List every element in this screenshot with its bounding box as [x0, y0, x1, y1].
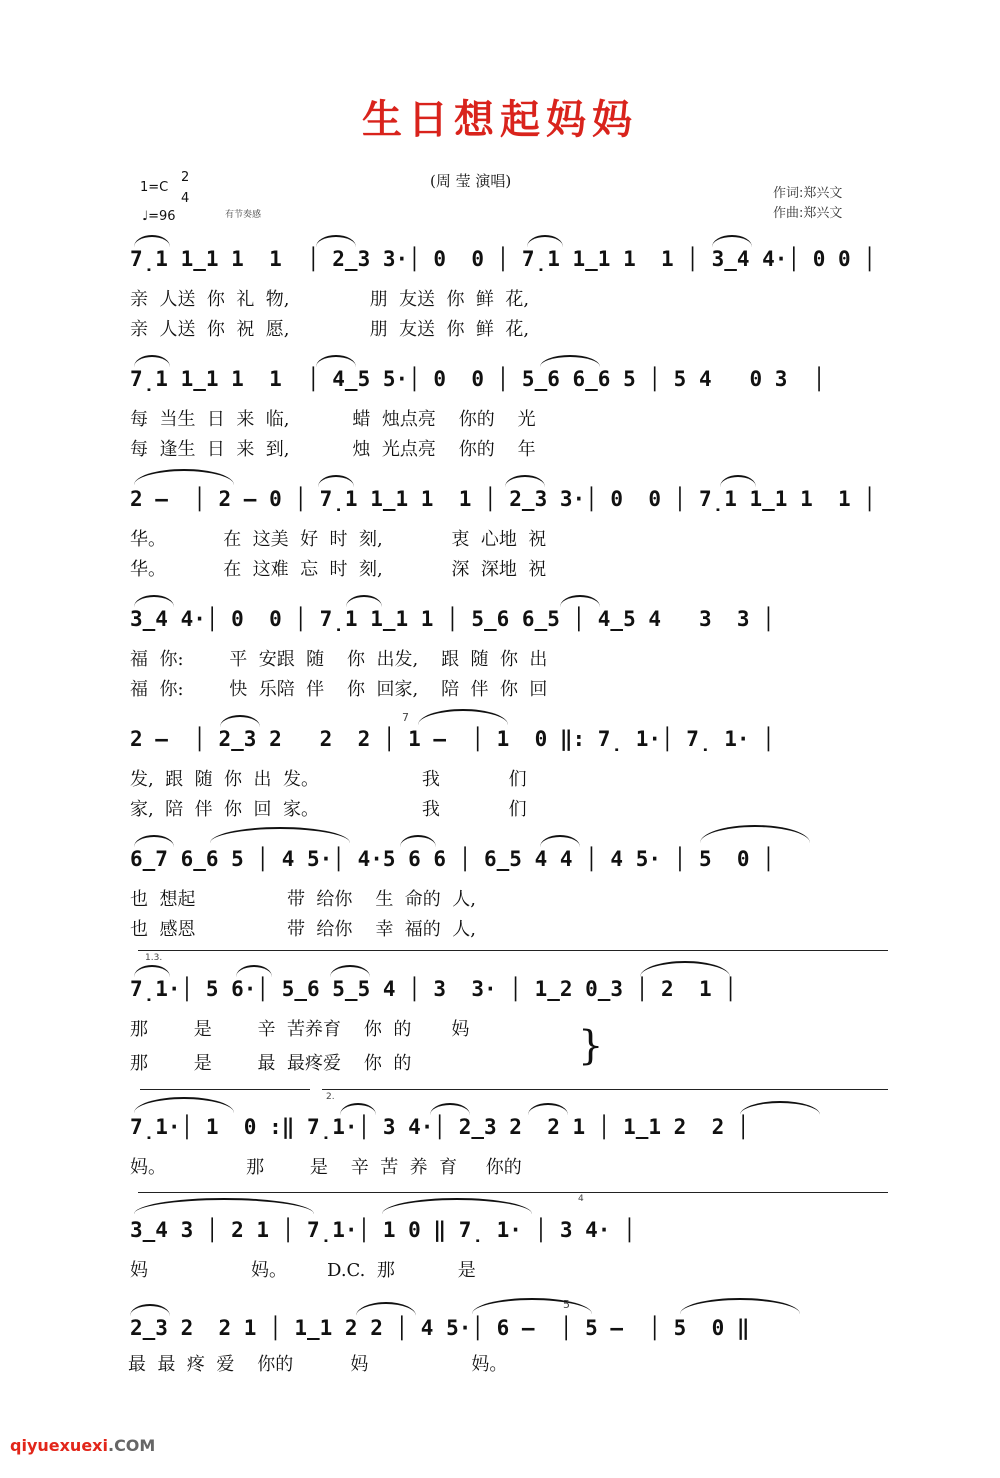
volta-bracket	[138, 950, 888, 951]
volta-label: 1.3.	[145, 953, 163, 963]
lyric-verse-2: 福 你: 快 乐陪 伴 你 回家, 陪 伴 你 回	[130, 679, 548, 700]
score-row-6	[0, 847, 1000, 967]
lyric-verse-1: 最 最 疼 爱 你的 妈 妈。	[128, 1354, 508, 1375]
grace-note: 7	[402, 711, 409, 724]
notation-line: 7̣1 1̲1 1 1 │ 4̲5 5·│ 0 0 │ 5̲6 6̲6 5 │ 5 4 0 3 │	[130, 367, 826, 391]
score-row-2	[0, 367, 1000, 487]
expression-marking: 有节奏感	[225, 210, 262, 220]
slur	[712, 235, 752, 247]
score-row-5	[0, 711, 1000, 847]
lyric-verse-1: 福 你: 平 安跟 随 你 出发, 跟 随 你 出	[130, 649, 548, 670]
lyric-verse-1: 亲 人送 你 礼 物, 朋 友送 你 鲜 花,	[130, 289, 530, 310]
notation-line: 2 – │ 2̲3 2 2 2 │ 1 – │ 1 0 ‖: 7̣ 1·│ 7̣ 1· │	[130, 727, 775, 751]
lyric-verse-1: 妈。 那 是 辛 苦 养 育 你的	[130, 1157, 522, 1178]
slur	[740, 1101, 820, 1115]
lyric-verse-2: 也 感恩 带 给你 幸 福的 人,	[130, 919, 476, 940]
lyric-verse-2: 亲 人送 你 祝 愿, 朋 友送 你 鲜 花,	[130, 319, 530, 340]
notation-line: 7̣1·│ 5 6·│ 5̲6 5̲5 4 │ 3 3· │ 1̲2 0̲3 │ 2 1 │	[130, 977, 737, 1001]
lyric-verse-1: 妈 妈。 D.C. 那 是	[130, 1260, 476, 1281]
tie	[134, 1097, 234, 1113]
lyric-verse-2: 华。 在 这难 忘 时 刻, 深 深地 祝	[130, 559, 547, 580]
lyricist-credit: 作词:郑兴文	[773, 186, 843, 201]
grace-note: 5	[563, 1298, 570, 1311]
score-row-3	[0, 487, 1000, 607]
score-row-10	[0, 1298, 1000, 1436]
notation-line: 2 – │ 2 – 0 │ 7̣1 1̲1 1 1 │ 2̲3 3·│ 0 0 │ 7̣1 1̲1 1 1 │	[130, 487, 876, 511]
score-row-8	[0, 1115, 1000, 1235]
watermark-tld: .COM	[107, 1436, 156, 1455]
song-title: 生日想起妈妈	[362, 96, 638, 143]
time-signature-top: 2	[181, 170, 190, 185]
lyric-brace: }	[578, 1023, 604, 1069]
notation-line: 7̣1·│ 1 0 :‖ 7̣1·│ 3 4·│ 2̲3 2 2 1 │ 1̲1 2 2 │	[130, 1115, 750, 1139]
volta-bracket	[138, 1192, 888, 1193]
tempo-marking: ♩=96	[142, 209, 176, 224]
lyric-verse-2: 每 逢生 日 来 到, 烛 光点亮 你的 年	[130, 439, 536, 460]
notation-line: 3̲4 3 │ 2 1 │ 7̣1·│ 1 0 ‖ 7̣ 1· │ 3 4· │	[130, 1218, 636, 1242]
volta-label: 2.	[326, 1092, 335, 1102]
composer-credit: 作曲:郑兴文	[773, 206, 843, 221]
slur	[430, 1103, 470, 1115]
volta-bracket	[140, 1089, 310, 1090]
lyric-verse-1: 华。 在 这美 好 时 刻, 衷 心地 祝	[130, 529, 547, 550]
lyric-verse-2: 家, 陪 伴 你 回 家。 我 们	[130, 799, 527, 820]
singer-credit: (周 莹 演唱)	[430, 172, 512, 190]
slur	[134, 235, 170, 247]
key-signature: 1=C	[140, 180, 169, 195]
notation-line: 6̲7 6̲6 5 │ 4 5·│ 4·5 6 6 │ 6̲5 4 4 │ 4 5· │ 5 0 │	[130, 847, 775, 871]
lyric-verse-2: 那 是 最 最疼爱 你 的	[130, 1053, 412, 1074]
notation-line: 3̲4 4·│ 0 0 │ 7̣1 1̲1 1 │ 5̲6 6̲5 │ 4̲5 4 3 3 │	[130, 607, 775, 631]
volta-label: 4	[578, 1194, 584, 1204]
slur	[528, 1103, 568, 1115]
volta-bracket	[322, 1089, 888, 1090]
lyric-verse-1: 每 当生 日 来 临, 蜡 烛点亮 你的 光	[130, 409, 536, 430]
score-row-1	[0, 247, 1000, 367]
slur	[316, 235, 356, 247]
slur	[340, 1103, 376, 1115]
notation-line: 2̲3 2 2 1 │ 1̲1 2 2 │ 4 5·│ 6 – │ 5 – │ 5 0 ‖	[130, 1316, 750, 1340]
score-row-4	[0, 607, 1000, 727]
lyric-verse-1: 那 是 辛 苦养育 你 的 妈	[130, 1019, 470, 1040]
watermark-site: qiyuexuexi	[10, 1436, 108, 1455]
lyric-verse-1: 也 想起 带 给你 生 命的 人,	[130, 889, 476, 910]
lyric-verse-1: 发, 跟 随 你 出 发。 我 们	[130, 769, 527, 790]
notation-line: 7̣1 1̲1 1 1 │ 2̲3 3·│ 0 0 │ 7̣1 1̲1 1 1 │ 3̲4 4·│ 0 0 │	[130, 247, 876, 271]
slur	[527, 235, 563, 247]
time-signature-bottom: 4	[181, 191, 190, 206]
site-watermark	[10, 1436, 155, 1455]
score-row-7	[0, 977, 1000, 1097]
